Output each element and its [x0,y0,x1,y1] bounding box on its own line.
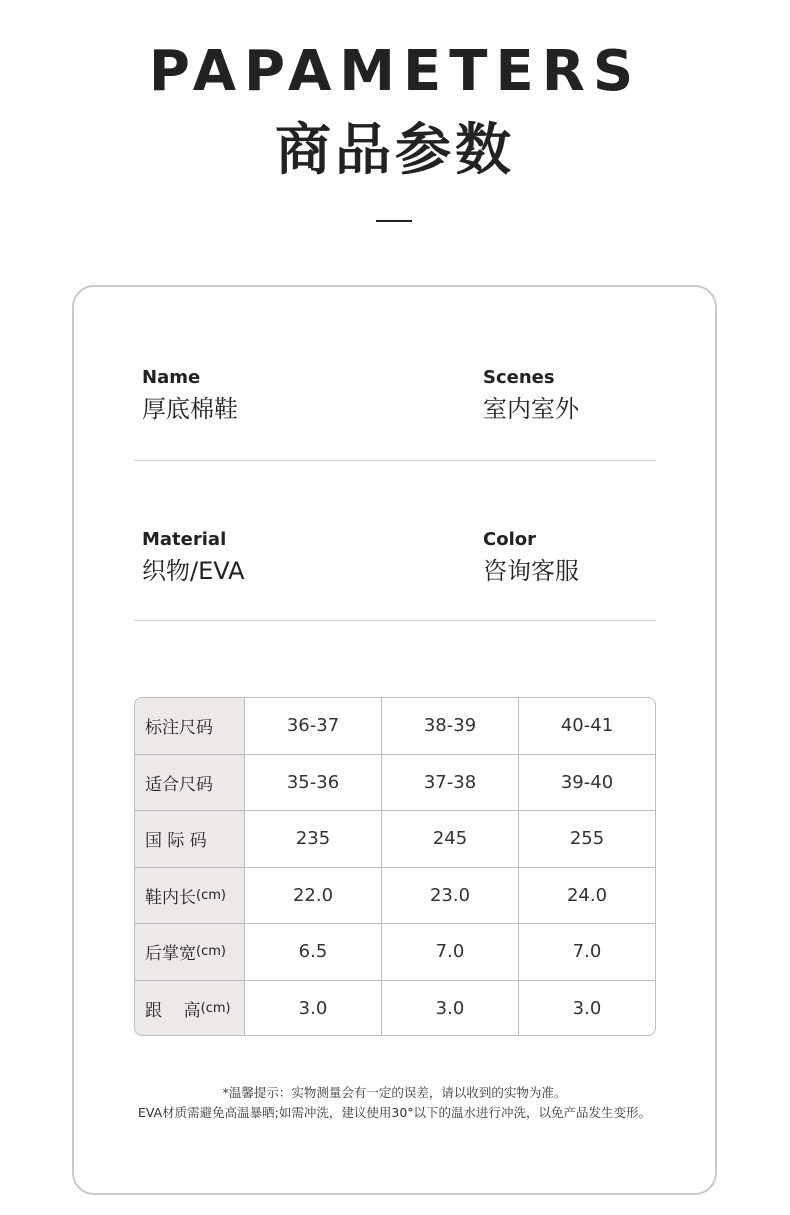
row-header-unit: (cm) [196,887,226,903]
table-cell: 23.0 [382,868,519,924]
material-value: 织物/EVA [142,557,245,585]
scenes-label: Scenes [483,367,555,388]
table-cell: 7.0 [382,924,519,980]
table-cell: 255 [569,828,605,850]
row-header-label: 标注尺码 [145,718,213,739]
size-table [134,697,656,1036]
table-row [135,981,655,1037]
row-header-label: 后掌宽 [145,944,196,965]
row-header [135,924,245,980]
material-field [142,531,245,583]
table-cell: 6.5 [245,924,382,980]
table-row [135,868,655,925]
title-divider [376,220,412,222]
table-cell: 37-38 [382,755,519,811]
row-header-unit: (cm) [196,944,226,960]
row-header-label: 国 际 码 [145,831,207,852]
table-row [135,698,655,755]
row-header-unit: (cm) [200,1001,231,1017]
table-cell: 24.0 [566,884,608,906]
table-cell: 40-41 [560,715,614,737]
scenes-field [483,369,579,421]
scenes-value: 室内室外 [483,395,579,423]
color-field [483,531,579,583]
color-label: Color [483,529,536,550]
table-cell: 245 [382,811,519,867]
name-value: 厚底棉鞋 [142,395,238,423]
row-header [135,755,245,811]
table-cell: 3.0 [245,981,382,1037]
table-cell: 235 [245,811,382,867]
material-label: Material [142,529,227,550]
name-field [142,369,238,421]
row-header-label: 适合尺码 [145,774,213,795]
parameters-card [72,285,717,1195]
row-header-label: 跟 高 [145,1001,201,1022]
table-cell: 39-40 [560,771,614,793]
table-cell: 38-39 [382,698,519,754]
table-row [135,924,655,981]
page-title-cn: 商品参数 [275,118,515,183]
table-cell: 3.0 [382,981,519,1037]
table-cell: 7.0 [572,941,602,963]
divider [134,460,656,461]
table-row [135,811,655,868]
notes-line-1: *温馨提示：实物测量会有一定的误差，请以收到的实物为准。 [222,1085,567,1100]
table-row [135,755,655,812]
table-cell: 35-36 [245,755,382,811]
row-header [135,698,245,754]
row-header [135,868,245,924]
notes-line-2: EVA材质需避免高温暴晒;如需冲洗，建议使用30°以下的温水进行冲洗，以免产品发生变形。 [137,1105,652,1120]
name-label: Name [142,367,201,388]
page-title-en: PAPAMETERS [148,39,642,104]
row-header [135,981,245,1037]
row-header [135,811,245,867]
table-cell: 36-37 [245,698,382,754]
color-value: 咨询客服 [483,557,579,585]
row-header-label: 鞋内长 [145,887,196,908]
table-cell: 3.0 [572,998,602,1020]
divider [134,620,656,621]
notes [74,1083,715,1123]
table-cell: 22.0 [245,868,382,924]
